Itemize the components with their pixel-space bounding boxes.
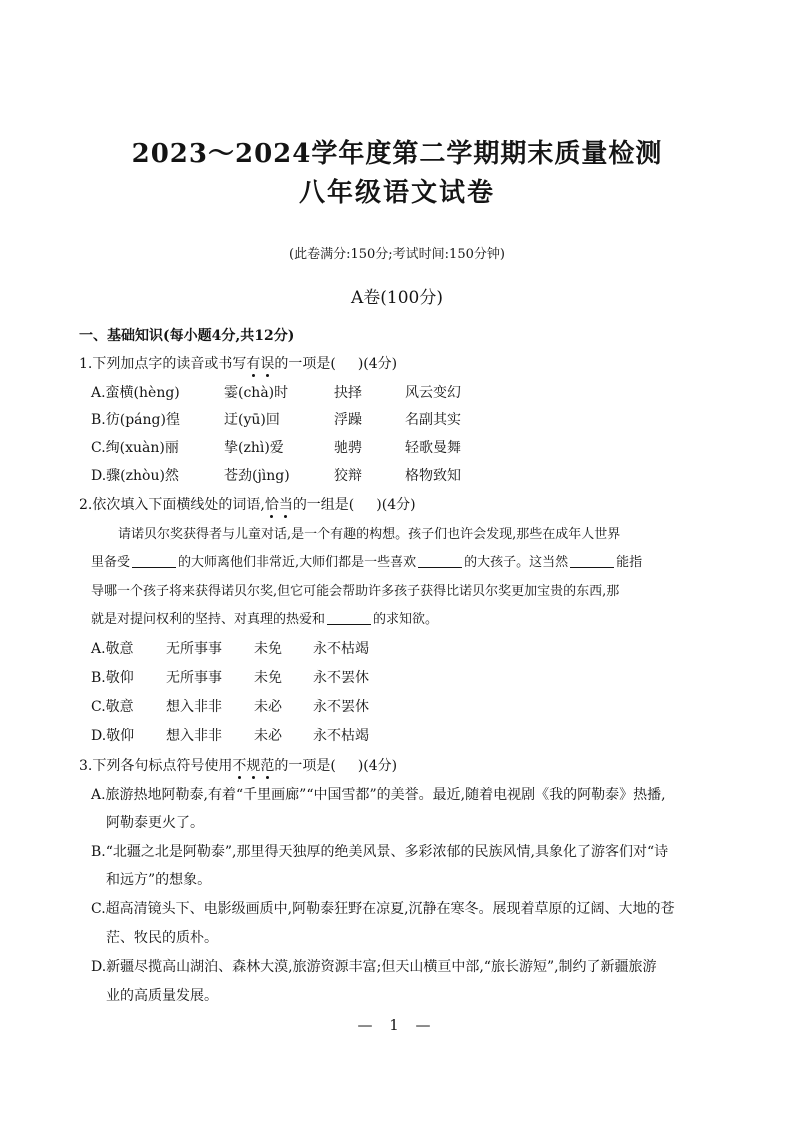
q1-option-a-c2: 霎(chà)时 (224, 385, 289, 401)
q1-stem-prefix: 1.下列加点字的读音或书写 (79, 356, 247, 372)
q1-option-d-c4: 格物致知 (405, 468, 461, 484)
q2-passage-line4 (91, 608, 438, 627)
q2-passage-l2a: 里备受 (91, 555, 131, 570)
q3-option-a-line1[interactable]: A.旅游热地阿勒泰,有着“千里画廊”“中国雪都”的美誉。最近,随着电视剧《我的阿勒泰》热播, (91, 787, 666, 803)
q2-option-d-c4: 永不枯竭 (313, 728, 369, 744)
part1-heading: 一、基础知识(每小题4分,共12分) (79, 328, 295, 344)
q1-option-c-c2: 挚(zhì)爱 (224, 440, 284, 456)
q2-option-a-c4: 永不枯竭 (313, 641, 369, 657)
q3-stem-dot1: 不 (232, 758, 247, 774)
q2-option-a-c1: A.敬意 (91, 641, 134, 657)
q2-passage-l2c: 的大孩子。这当然 (464, 555, 569, 570)
q1-score: )(4分) (357, 356, 398, 372)
q3-option-d-line2: 业的高质量发展。 (106, 988, 218, 1004)
exam-meta: (此卷满分:150分;考试时间:150分钟) (289, 247, 505, 262)
q1-stem-dot2: 误 (260, 356, 275, 372)
page-number: — 1 — (357, 1016, 437, 1034)
q1-option-b-c4: 名副其实 (405, 412, 461, 428)
q2-passage-l2d: 能指 (616, 555, 643, 570)
q3-stem (79, 755, 397, 775)
q1-option-a-c4: 风云变幻 (405, 385, 461, 401)
q2-option-c-c3: 未必 (254, 699, 282, 715)
q2-passage-l4a: 就是对提问权利的坚持、对真理的热爱和 (91, 612, 326, 627)
q3-score: )(4分) (357, 758, 398, 774)
q2-blank-2[interactable] (418, 555, 462, 568)
exam-title-line2: 八年级语文试卷 (298, 178, 495, 208)
q1-stem-suffix: 的一项是( (274, 356, 336, 372)
q1-stem (79, 353, 397, 373)
q1-option-a-c3: 抉择 (334, 385, 362, 401)
q2-blank-3[interactable] (570, 555, 614, 568)
q2-blank-1[interactable] (132, 555, 176, 568)
q2-option-b-c3: 未免 (254, 670, 282, 686)
q2-option-d-c3: 未必 (254, 728, 282, 744)
q1-option-b-c3: 浮躁 (334, 412, 362, 428)
q2-stem-dot1: 恰 (264, 497, 279, 513)
q1-option-c-c4: 轻歌曼舞 (405, 440, 461, 456)
exam-title-line1: 2023～2024学年度第二学期期末质量检测 (131, 139, 663, 169)
q1-option-d-c1: D.骤(zhòu)然 (91, 468, 179, 484)
q2-stem-prefix: 2.依次填入下面横线处的词语, (79, 497, 265, 513)
q3-stem-dot3: 范 (260, 758, 275, 774)
q2-option-b-c1: B.敬仰 (91, 670, 134, 686)
q1-option-d-c2: 苍劲(jìng) (224, 468, 290, 484)
q2-option-d-c1: D.敬仰 (91, 728, 135, 744)
q3-option-b-line2: 和远方”的想象。 (106, 872, 212, 888)
q2-blank-4[interactable] (327, 612, 371, 625)
q2-option-c-c4: 永不罢休 (313, 699, 369, 715)
q2-option-d-c2: 想入非非 (166, 728, 222, 744)
q1-option-c-c3: 驰骋 (334, 440, 362, 456)
q2-stem (79, 494, 416, 514)
q2-stem-dot2: 当 (278, 497, 293, 513)
q3-stem-prefix: 3.下列各句标点符号使用 (79, 758, 233, 774)
q2-option-a-c3: 未免 (254, 641, 282, 657)
q3-stem-suffix: 的一项是( (274, 758, 336, 774)
q2-option-b-c2: 无所事事 (166, 670, 222, 686)
q3-option-b-line1[interactable]: B.“北疆之北是阿勒泰”,那里得天独厚的绝美风景、多彩浓郁的民族风情,具象化了游客们对“诗 (91, 844, 669, 860)
section-a-title: A卷(100分) (351, 288, 443, 308)
q1-option-b-c1: B.彷(páng)徨 (91, 412, 180, 428)
q2-option-c-c1: C.敬意 (91, 699, 134, 715)
q2-stem-suffix: 的一组是( (292, 497, 355, 513)
q3-stem-dot2: 规 (246, 758, 261, 774)
q3-option-a-line2: 阿勒泰更火了。 (106, 815, 204, 831)
q1-option-c-c1: C.绚(xuàn)丽 (91, 440, 179, 456)
q2-passage-l2b: 的大师离他们非常近,大师们都是一些喜欢 (178, 555, 417, 570)
q2-passage-line2 (91, 551, 642, 570)
q3-option-c-line1[interactable]: C.超高清镜头下、电影级画质中,阿勒泰狂野在凉夏,沉静在寒冬。展现着草原的辽阔、大地的苍 (91, 901, 675, 917)
q1-option-b-c2: 迂(yū)回 (224, 412, 280, 428)
q2-option-b-c4: 永不罢休 (313, 670, 369, 686)
q2-option-a-c2: 无所事事 (166, 641, 222, 657)
q1-option-d-c3: 狡辩 (334, 468, 362, 484)
q2-option-c-c2: 想入非非 (166, 699, 222, 715)
q2-passage-line3: 导哪一个孩子将来获得诺贝尔奖,但它可能会帮助许多孩子获得比诺贝尔奖更加宝贵的东西,那 (91, 584, 620, 599)
q3-option-d-line1[interactable]: D.新疆尽揽高山湖泊、森林大漠,旅游资源丰富;但天山横亘中部,“旅长游短”,制约了新疆旅游 (91, 959, 657, 975)
q1-option-a-c1: A.蛮横(hèng) (91, 385, 180, 401)
q2-passage-line1: 请诺贝尔奖获得者与儿童对话,是一个有趣的构想。孩子们也许会发现,那些在成年人世界 (118, 527, 621, 542)
q1-stem-dot1: 有 (246, 356, 261, 372)
q3-option-c-line2: 茫、牧民的质朴。 (106, 930, 218, 946)
q2-score: )(4分) (376, 497, 416, 513)
q2-passage-l4b: 的求知欲。 (373, 612, 439, 627)
